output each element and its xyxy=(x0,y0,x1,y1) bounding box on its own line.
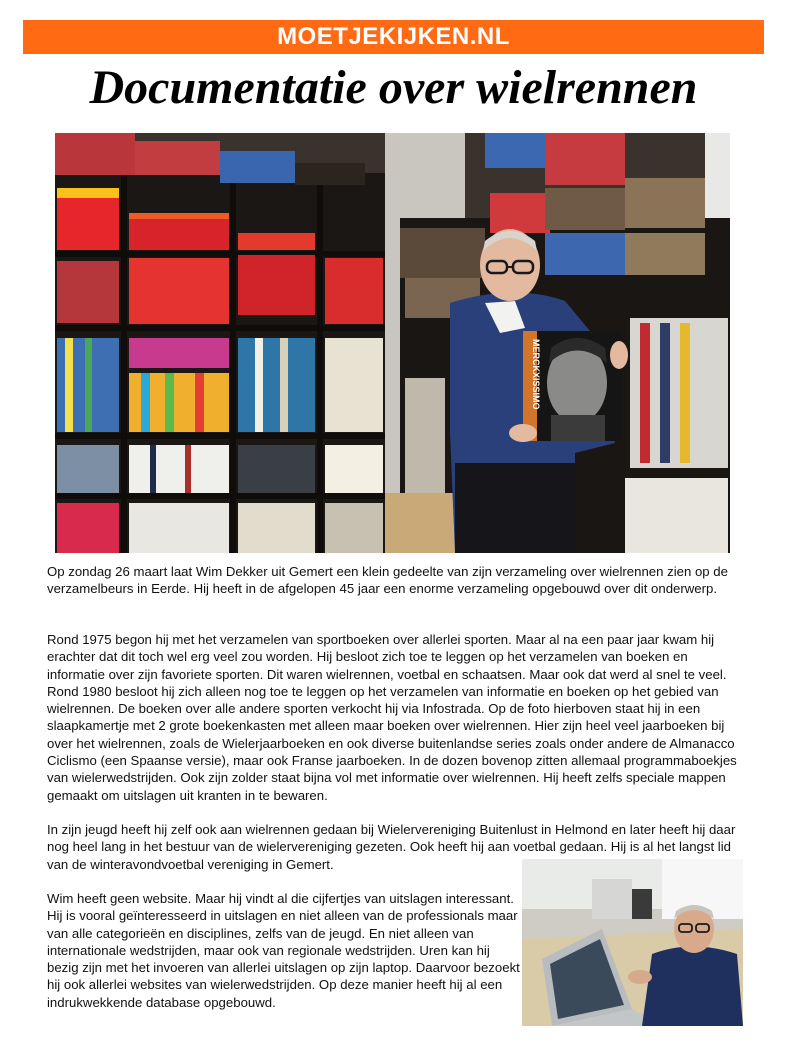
site-name: MOETJEKIJKEN.NL xyxy=(277,23,510,50)
article-headline: Documentatie over wielrennen xyxy=(89,61,698,114)
side-photo-collector-at-laptop xyxy=(522,859,743,1026)
article-paragraph: In zijn jeugd heeft hij zelf ook aan wielrennen gedaan bij Wielervereniging Buitenlust in Helmond en later heeft hij daar nog heel lang in het bestuur van de wielervereniging gezeten. Ook heeft hij aan voetbal gedaan. Hij is al het langst lid van de winteravondvoetbal vereniging in Gemert. xyxy=(47,822,736,872)
book-spine-text: MERCKXISSIMO xyxy=(531,339,541,410)
article-paragraph: Wim heeft geen website. Maar hij vindt al die cijfertjes van uitslagen interessant. Hij is vooral geïnteresseerd in uitslagen en niet alleen van de professionals maar van alle categorieën en disciplines, zelfs van de jeugd. En niet alleen van internationale wedstrijden, maar ook van regionale wedstrijden. Uren kan hij bezig zijn met het invoeren van allerlei uitslagen op zijn laptop. Daarvoor bezoekt hij ook allerlei websites van wielerwedstrijden. Op deze manier heeft hij al een indrukwekkende database opgebouwd. xyxy=(47,891,520,1010)
main-photo-collector-with-bookshelves xyxy=(55,133,730,553)
article-paragraph: Op zondag 26 maart laat Wim Dekker uit Gemert een klein gedeelte van zijn verzameling over wielrennen zien op de verzamelbeurs in Eerde. Hij heeft in de afgelopen 45 jaar een enorme verzameling opgebouwd over dit onderwerp. xyxy=(47,564,728,597)
article-paragraph: Rond 1975 begon hij met het verzamelen van sportboeken over allerlei sporten. Maar al na een paar jaar kwam hij erachter dat dit toch wel erg veel zou worden. Hij besloot zich toe te leggen op het verzamelen van boeken en informatie over zijn favoriete sporten. Dit waren wielrennen, voetbal en schaatsen. Maar ook dat werd al snel te veel. Rond 1980 besloot hij zich alleen nog toe te leggen op het verzamelen van informatie en boeken op het gebied van wielrennen. De boeken over alle andere sporten verkocht hij via Infostrada. Op de foto hierboven staat hij in een slaapkamertje met 2 grote boekenkasten met alleen maar boeken over wielrennen. Hier zijn heel veel jaarboeken bij over het wielrennen, zoals de Wielerjaarboeken en ook diverse buitenlandse series zoals onder andere de Almanacco Ciclismo (een Spaanse versie), maar ook Franse jaarboeken. In de dozen bovenop zitten allemaal programmaboekjes van wielerwedstrijden. Ook zijn zolder staat bijna vol met informatie over wielrennen. Hij heeft zelfs speciale mappen gemaakt om uitslagen uit kranten in te bewaren. xyxy=(47,632,737,803)
site-banner xyxy=(23,20,764,54)
